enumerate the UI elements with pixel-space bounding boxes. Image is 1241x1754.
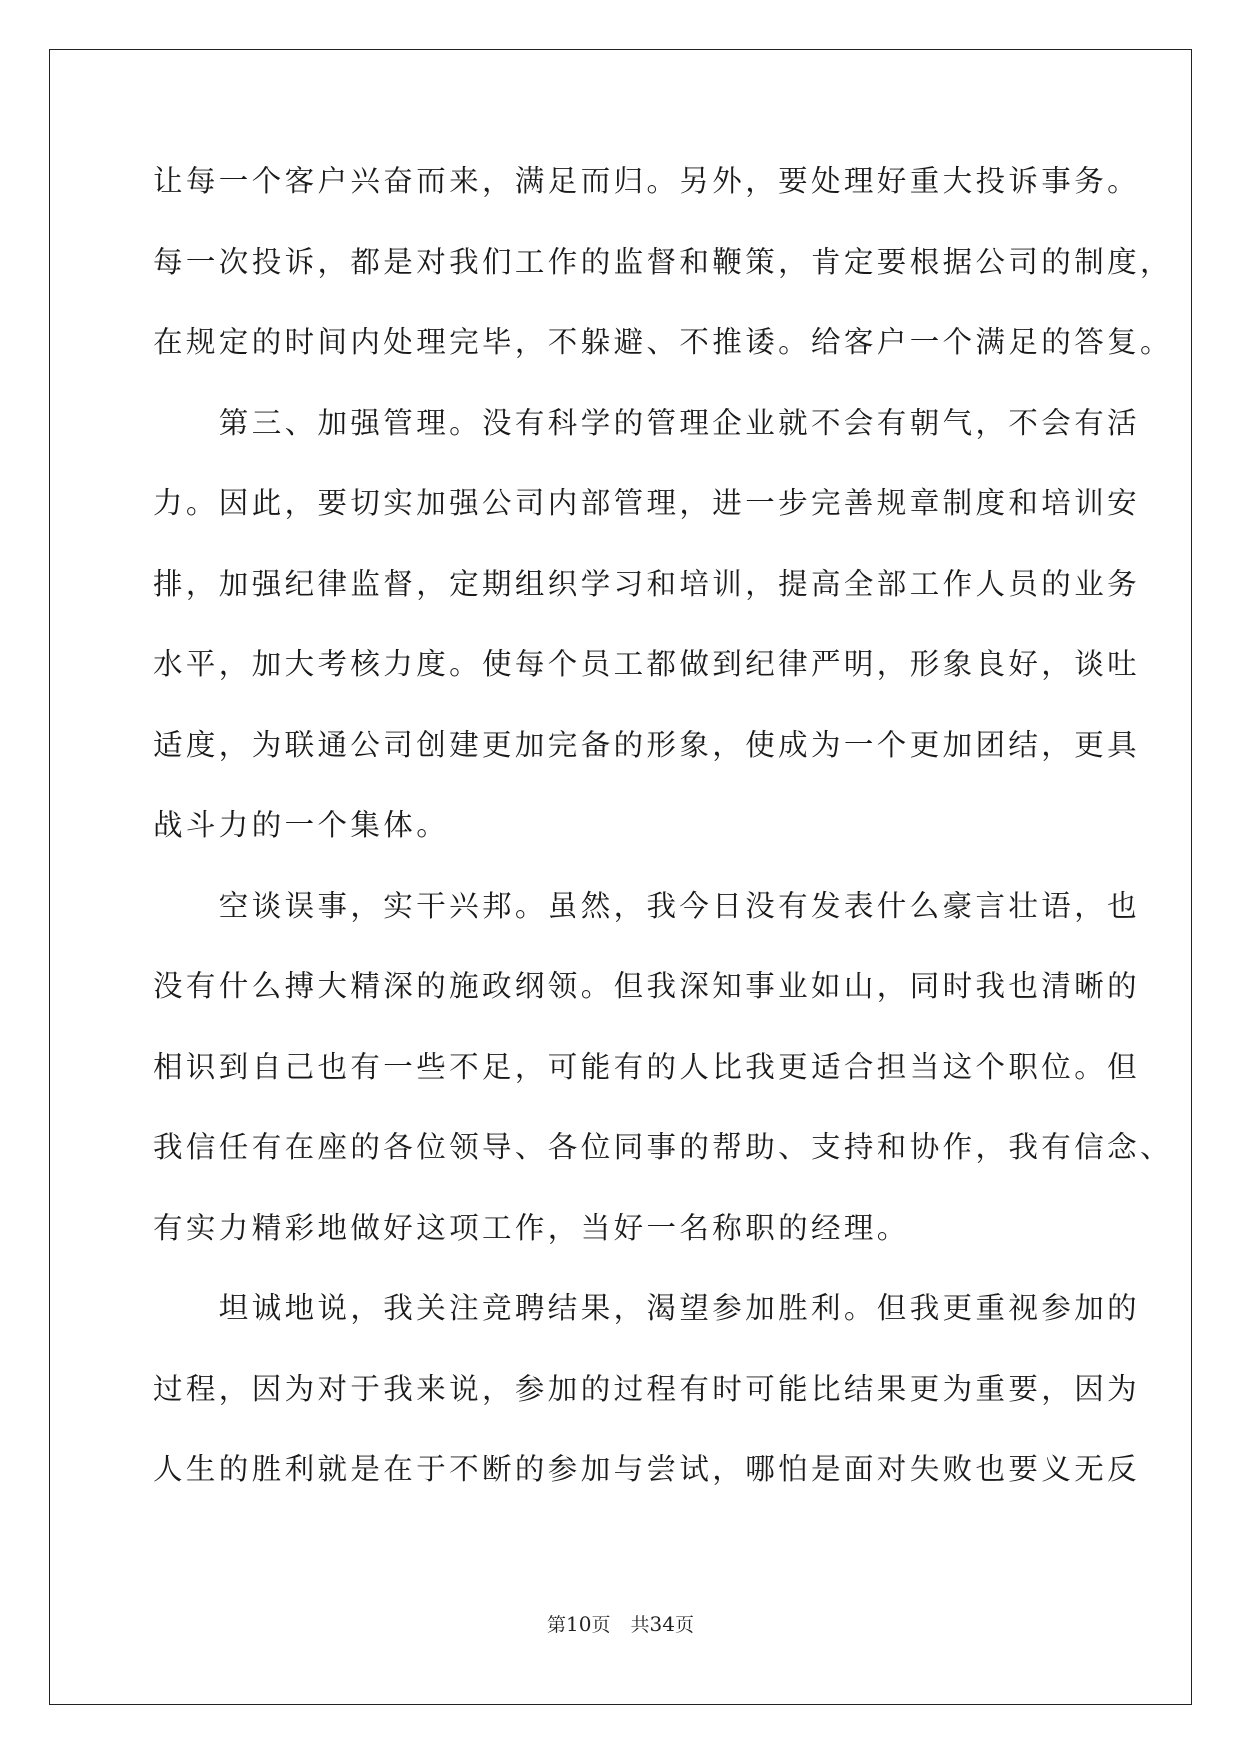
text-line: 适度，为联通公司创建更加完备的形象，使成为一个更加团结，更具 [153, 727, 1141, 762]
text-line: 让每一个客户兴奋而来，满足而归。另外，要处理好重大投诉事务。 [153, 164, 1141, 198]
text-line: 过程，因为对于我来说，参加的过程有时可能比结果更为重要，因为 [153, 1371, 1141, 1406]
total-pages: 34 [649, 1612, 675, 1636]
text-line: 空谈误事，实干兴邦。虽然，我今日没有发表什么豪言壮语，也 [153, 888, 1141, 923]
text-line: 战斗力的一个集体。 [153, 808, 450, 842]
total-suffix: 页 [674, 1614, 694, 1636]
text-line: 我信任有在座的各位领导、各位同事的帮助、支持和协作，我有信念、 [153, 1130, 1173, 1164]
text-line: 水平，加大考核力度。使每个员工都做到纪律严明，形象良好，谈吐 [153, 647, 1141, 681]
text-line: 在规定的时间内处理完毕，不躲避、不推诿。给客户一个满足的答复。 [153, 325, 1173, 359]
total-prefix: 共 [630, 1614, 650, 1636]
text-line: 有实力精彩地做好这项工作，当好一名称职的经理。 [153, 1210, 910, 1245]
document-body [153, 161, 1173, 1530]
text-line: 人生的胜利就是在于不断的参加与尝试，哪怕是面对失败也要义无反 [153, 1452, 1141, 1486]
text-line: 相识到自己也有一些不足，可能有的人比我更适合担当这个职位。但 [153, 1049, 1141, 1084]
text-line: 没有什么搏大精深的施政纲领。但我深知事业如山，同时我也清晰的 [153, 969, 1141, 1003]
text-line: 排，加强纪律监督，定期组织学习和培训，提高全部工作人员的业务 [153, 566, 1141, 601]
page-footer [0, 1612, 1241, 1637]
text-line: 每一次投诉，都是对我们工作的监督和鞭策，肯定要根据公司的制度， [153, 244, 1173, 279]
page-number: 10 [566, 1612, 592, 1636]
text-line: 第三、加强管理。没有科学的管理企业就不会有朝气，不会有活 [153, 405, 1141, 440]
page-prefix: 第 [547, 1614, 567, 1636]
page-suffix: 页 [591, 1614, 611, 1636]
text-line: 力。因此，要切实加强公司内部管理，进一步完善规章制度和培训安 [153, 486, 1141, 520]
text-line: 坦诚地说，我关注竞聘结果，渴望参加胜利。但我更重视参加的 [153, 1291, 1141, 1325]
